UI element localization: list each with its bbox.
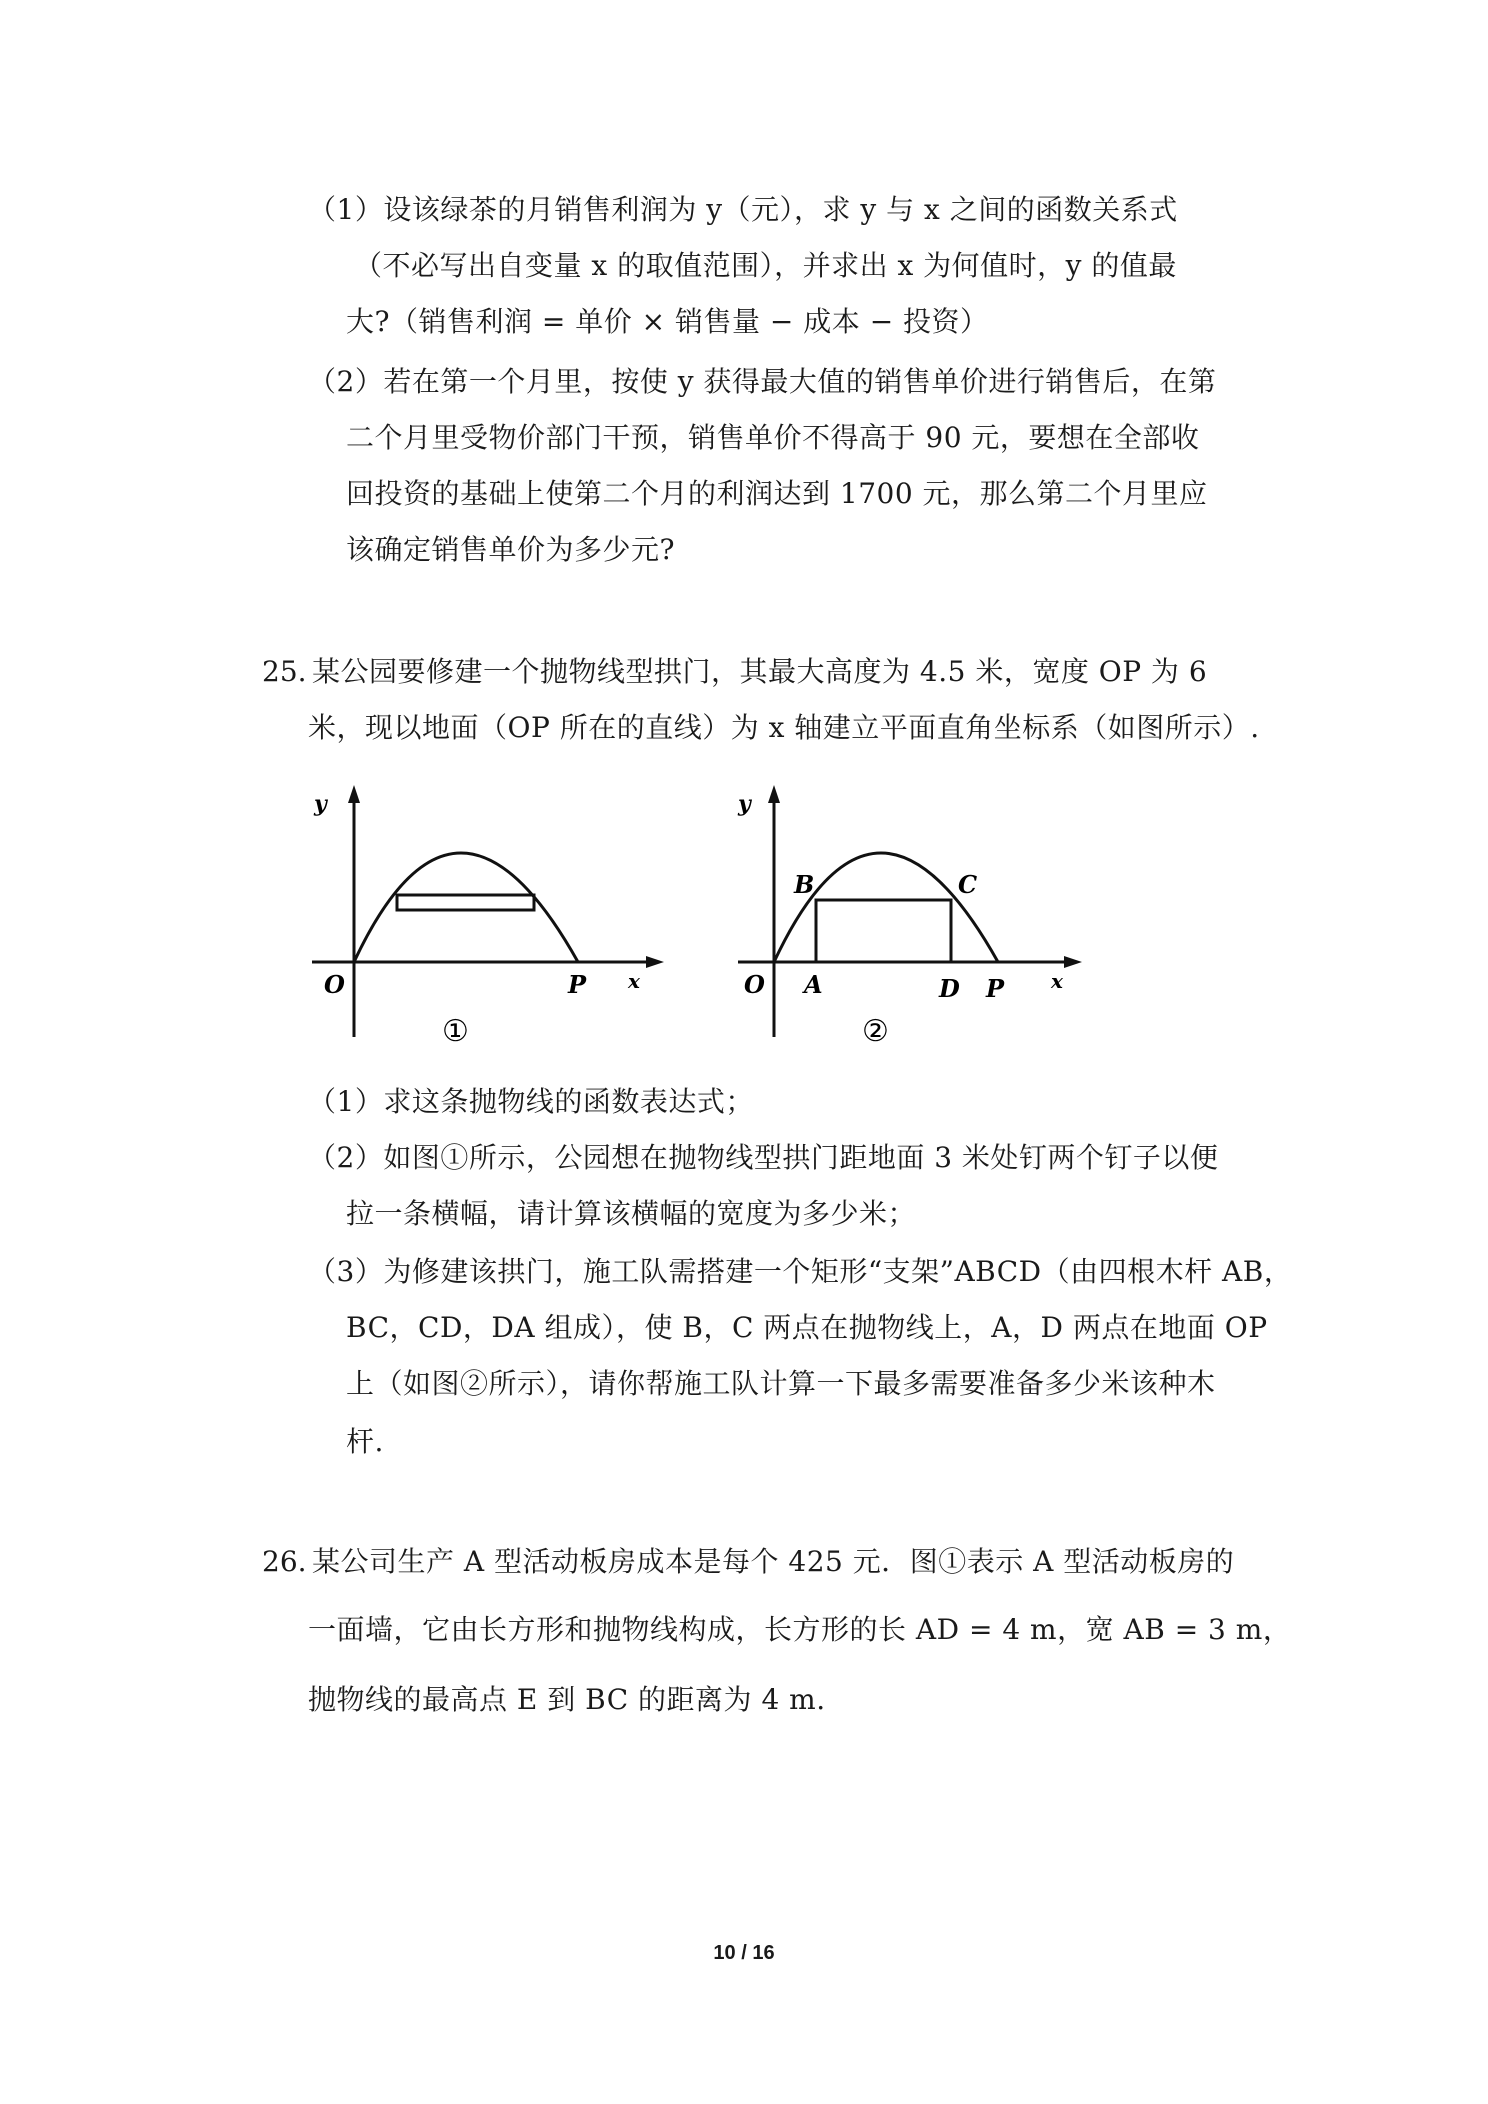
text-line: （3）为修建该拱门，施工队需搭建一个矩形“支架”ABCD（由四根木杆 AB， [308, 1255, 1293, 1288]
text-line: 上（如图②所示），请你帮施工队计算一下最多需要准备多少米该种木 [346, 1367, 1216, 1400]
x-label: x [628, 969, 640, 993]
y-arrow-icon [348, 785, 360, 803]
b-label: B [794, 870, 815, 899]
y-label: y [314, 791, 327, 817]
text-line: （2）若在第一个月里，按使 y 获得最大值的销售单价进行销售后，在第 [308, 365, 1217, 398]
text-line: （1）设该绿茶的月销售利润为 y（元），求 y 与 x 之间的函数关系式 [308, 193, 1178, 226]
text-line: 某公园要修建一个抛物线型拱门，其最大高度为 4.5 米，宽度 OP 为 6 [312, 655, 1208, 688]
text-line: （不必写出自变量 x 的取值范围），并求出 x 为何值时，y 的值最 [354, 249, 1177, 282]
text-line: 大?（销售利润 = 单价 × 销售量 − 成本 − 投资） [346, 305, 989, 338]
text-line: 某公司生产 A 型活动板房成本是每个 425 元．图①表示 A 型活动板房的 [312, 1545, 1235, 1578]
origin-label: O [744, 970, 765, 999]
banner-rect [397, 895, 534, 910]
a-label: A [804, 970, 823, 999]
y-label: y [738, 791, 751, 817]
d-label: D [939, 974, 960, 1003]
text-line: 杆. [346, 1425, 384, 1458]
text-line: 拉一条横幅，请计算该横幅的宽度为多少米； [346, 1197, 917, 1230]
x-arrow-icon [1064, 956, 1082, 968]
x-arrow-icon [646, 956, 664, 968]
text-line: 回投资的基础上使第二个月的利润达到 1700 元，那么第二个月里应 [346, 477, 1208, 510]
y-arrow-icon [768, 785, 780, 803]
text-line: BC，CD，DA 组成），使 B，C 两点在抛物线上，A，D 两点在地面 OP [346, 1311, 1268, 1344]
text-line: （1）求这条抛物线的函数表达式； [308, 1085, 754, 1118]
figure-caption: ① [442, 1014, 469, 1049]
x-label: x [1051, 969, 1063, 993]
parabola-curve [354, 853, 578, 962]
text-line: （2）如图①所示，公园想在抛物线型拱门距地面 3 米处钉两个钉子以便 [308, 1141, 1219, 1174]
text-line: 该确定销售单价为多少元? [346, 533, 676, 566]
text-line: 米，现以地面（OP 所在的直线）为 x 轴建立平面直角坐标系（如图所示）. [308, 711, 1260, 744]
text-line: 抛物线的最高点 E 到 BC 的距离为 4 m. [308, 1683, 826, 1716]
figure-1-parabola-arch [310, 775, 670, 1050]
problem-number: 26. [262, 1545, 307, 1578]
p-label: P [568, 970, 587, 999]
rectangle-abcd [816, 900, 951, 962]
text-line: 二个月里受物价部门干预，销售单价不得高于 90 元，要想在全部收 [346, 421, 1200, 454]
problem-number: 25. [262, 655, 307, 688]
text-line: 一面墙，它由长方形和抛物线构成，长方形的长 AD = 4 m，宽 AB = 3 m， [308, 1613, 1292, 1646]
p-label: P [986, 974, 1005, 1003]
figure-2-parabola-rectangle [736, 775, 1106, 1050]
c-label: C [958, 870, 978, 899]
figure-caption: ② [862, 1014, 889, 1049]
origin-label: O [324, 970, 345, 999]
page-number: 10 / 16 [713, 1942, 775, 1964]
